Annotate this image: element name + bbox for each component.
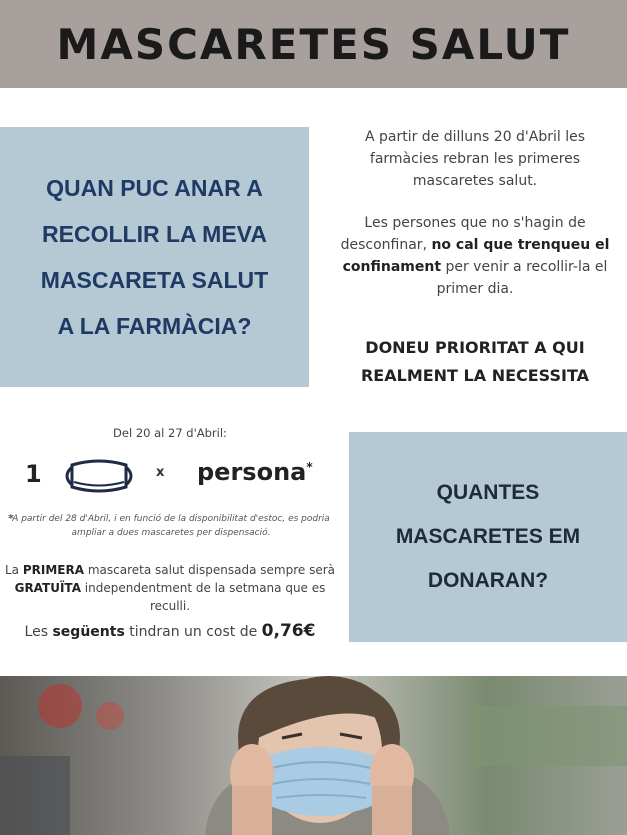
info-bold-span: no cal que trenqueu el confinament	[342, 237, 610, 275]
footnote-asterisk: *	[8, 512, 14, 525]
masked-person-photo	[0, 676, 627, 835]
question-how-many	[396, 471, 580, 603]
footnote-text: A partir del 28 d'Abril, i en funció de la disponibilitat d'estoc, es podria ampliar a dues mascaretes per dispensació.	[12, 514, 330, 538]
info-text-span: Les persones que no s'hagin de desconfinar,	[340, 215, 586, 253]
first-mask-free	[0, 561, 340, 615]
question-how-many-line: MASCARETES EM	[395, 525, 581, 548]
priority-line: REALMENT LA NECESSITA	[360, 366, 590, 385]
question-when	[41, 165, 268, 349]
free-bold-span: GRATUÏTA	[14, 581, 81, 595]
info-paragraph-stay-home	[330, 212, 620, 300]
free-text-span: mascareta salut dispensada sempre serà	[84, 563, 335, 577]
question-box-when	[0, 127, 309, 387]
question-when-line: QUAN PUC ANAR A	[46, 175, 263, 201]
times-sign: x	[156, 465, 165, 480]
date-range: Del 20 al 27 d'Abril:	[113, 426, 227, 440]
info-text-span: per venir a recollir-la el primer dia.	[436, 259, 608, 297]
question-when-line: RECOLLIR LA MEVA	[42, 221, 267, 247]
per-person-text: persona	[197, 458, 307, 486]
question-box-how-many	[349, 432, 627, 642]
question-when-line: A LA FARMÀCIA?	[57, 313, 252, 339]
question-how-many-line: DONARAN?	[427, 569, 549, 592]
mask-per-person-rule	[0, 453, 340, 499]
free-text-span: La	[4, 563, 23, 577]
question-how-many-line: QUANTES	[436, 481, 540, 504]
info-text	[330, 126, 620, 320]
cost-bold-span: següents	[52, 624, 125, 640]
question-when-line: MASCARETA SALUT	[40, 267, 269, 293]
header-banner	[0, 0, 627, 88]
footnote-star: *	[306, 460, 313, 474]
footnote	[8, 512, 334, 540]
info-paragraph-start: A partir de dilluns 20 d'Abril les farmàcies rebran les primeres mascaretes salut.	[364, 129, 586, 189]
free-bold-span: PRIMERA	[22, 563, 85, 577]
cost-text-span: tindran un cost de	[124, 624, 262, 640]
following-masks-cost	[0, 621, 340, 641]
priority-message	[330, 334, 620, 390]
free-text-span: independentment de la setmana que es reculli.	[80, 581, 326, 613]
mask-count: 1	[25, 460, 42, 488]
cost-text-span: Les	[24, 624, 53, 640]
per-person-label	[197, 458, 313, 486]
priority-line: DONEU PRIORITAT A QUI	[365, 338, 585, 357]
mask-price: 0,76€	[261, 621, 316, 641]
page-title: MASCARETES SALUT	[56, 19, 571, 69]
face-mask-icon	[58, 455, 140, 501]
